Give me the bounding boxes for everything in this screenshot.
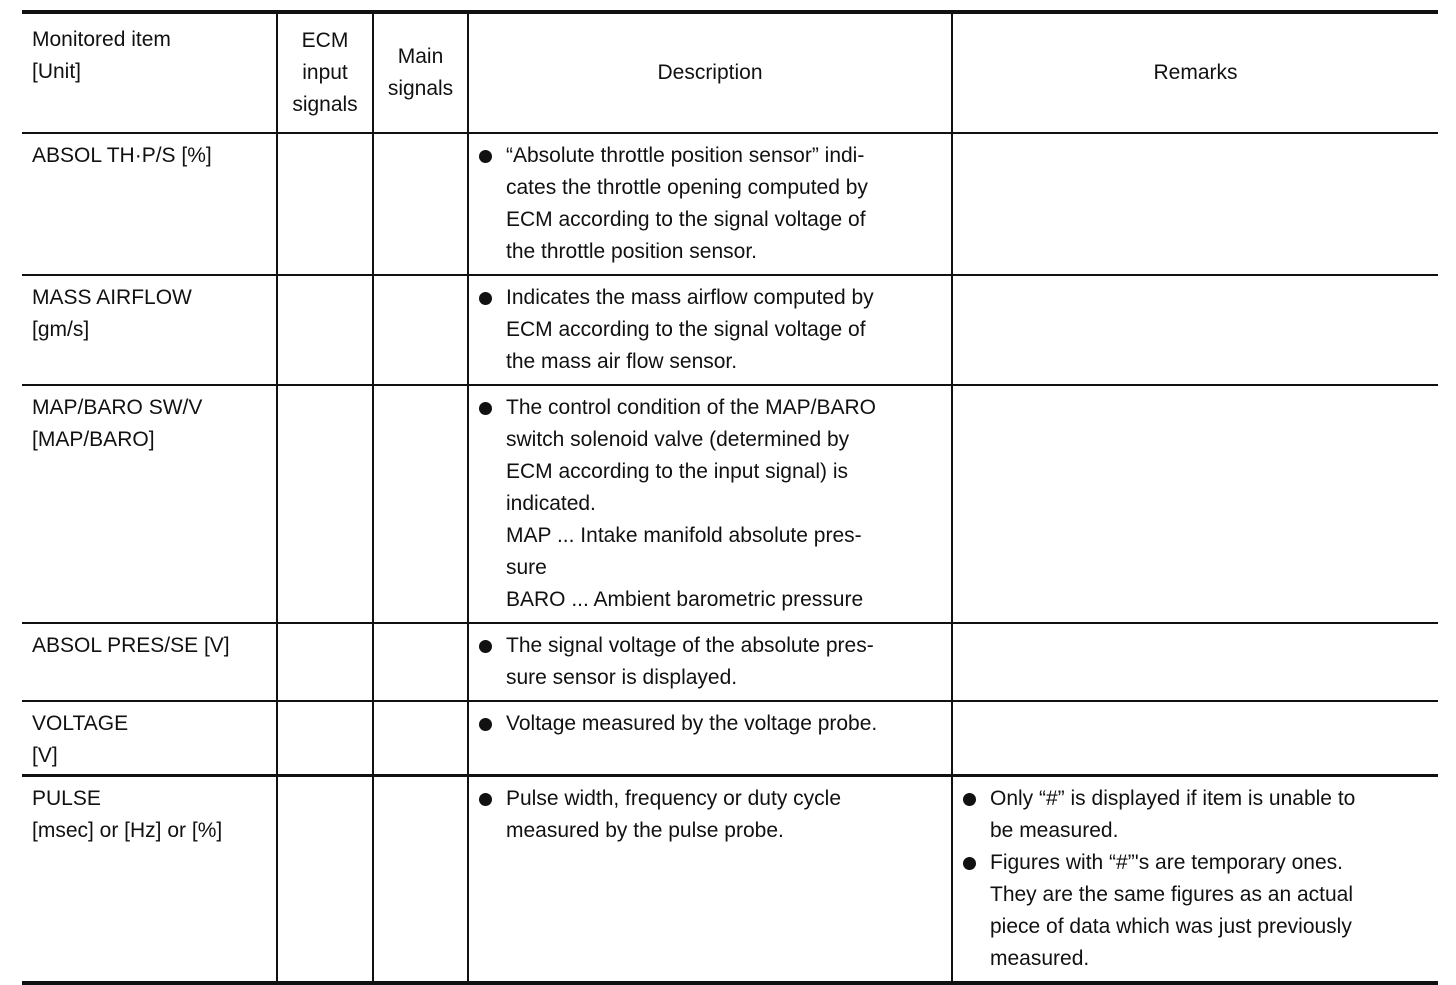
main-signals-cell: [373, 701, 468, 776]
table-row: [22, 776, 1438, 984]
remarks-bullet-item: [961, 783, 1424, 847]
remarks-bullet-item: [961, 847, 1424, 975]
ecm-input-signals-cell: [277, 623, 373, 701]
header-main-signals: Main signals: [373, 12, 468, 133]
main-signals-cell: [373, 776, 468, 984]
ecm-input-signals-cell: [277, 385, 373, 623]
table-row: [22, 623, 1438, 701]
description-bullet-item: [477, 630, 937, 694]
remarks-cell: [952, 701, 1438, 776]
description-bullet-list: [477, 783, 937, 847]
description-cell: [468, 701, 952, 776]
description-bullet-list: [477, 282, 937, 378]
description-text: Pulse width, frequency or duty cycle measured by the pulse probe.: [506, 787, 841, 842]
table-row: [22, 133, 1438, 275]
monitored-item-cell: MASS AIRFLOW [gm/s]: [22, 275, 277, 385]
description-cell: [468, 776, 952, 984]
description-bullet-list: [477, 630, 937, 694]
header-row: [22, 12, 1438, 133]
table-row: [22, 385, 1438, 623]
main-signals-cell: [373, 133, 468, 275]
remarks-text: Only “#” is displayed if item is unable to be measured.: [990, 787, 1356, 842]
description-bullet-item: [477, 392, 937, 616]
bullet-dot-icon: [479, 793, 492, 806]
description-bullet-item: [477, 708, 937, 740]
header-remarks: Remarks: [952, 12, 1438, 133]
remarks-cell: [952, 385, 1438, 623]
ecm-input-signals-cell: [277, 701, 373, 776]
description-bullet-list: [477, 708, 937, 740]
description-text: The signal voltage of the absolute pres- sure sensor is displayed.: [506, 634, 874, 689]
description-text: The control condition of the MAP/BARO switch solenoid valve (determined by ECM according to the input signal) is indicated. MAP ... Intake manifold absolute pres- sure BARO ... Ambient barometric pressure: [506, 396, 877, 611]
header-ecm-input-signals: ECM input signals: [277, 12, 373, 133]
description-cell: [468, 385, 952, 623]
description-bullet-list: [477, 392, 937, 616]
bullet-dot-icon: [963, 793, 976, 806]
description-text: Indicates the mass airflow computed by ECM according to the signal voltage of the mass air flow sensor.: [506, 286, 874, 373]
remarks-cell: [952, 275, 1438, 385]
monitored-item-cell: VOLTAGE [V]: [22, 701, 277, 776]
monitor-item-table: [22, 10, 1438, 985]
description-bullet-item: [477, 282, 937, 378]
bullet-dot-icon: [963, 857, 976, 870]
description-text: “Absolute throttle position sensor” indi- cates the throttle opening computed by ECM according to the signal voltage of the throttle position sensor.: [506, 144, 868, 263]
description-text: Voltage measured by the voltage probe.: [506, 712, 878, 735]
description-bullet-list: [477, 140, 937, 268]
description-cell: [468, 623, 952, 701]
monitored-item-cell: ABSOL TH·P/S [%]: [22, 133, 277, 275]
description-cell: [468, 275, 952, 385]
header-description: Description: [468, 12, 952, 133]
bullet-dot-icon: [479, 292, 492, 305]
bullet-dot-icon: [479, 640, 492, 653]
monitored-item-cell: PULSE [msec] or [Hz] or [%]: [22, 776, 277, 984]
table-body: [22, 133, 1438, 983]
description-bullet-item: [477, 783, 937, 847]
ecm-input-signals-cell: [277, 133, 373, 275]
bullet-dot-icon: [479, 402, 492, 415]
ecm-input-signals-cell: [277, 275, 373, 385]
monitored-item-cell: ABSOL PRES/SE [V]: [22, 623, 277, 701]
remarks-text: Figures with “#”'s are temporary ones. They are the same figures as an actual piece of data which was just previously measured.: [990, 851, 1354, 970]
remarks-cell: [952, 776, 1438, 984]
description-cell: [468, 133, 952, 275]
description-bullet-item: [477, 140, 937, 268]
main-signals-cell: [373, 275, 468, 385]
bullet-dot-icon: [479, 718, 492, 731]
ecm-input-signals-cell: [277, 776, 373, 984]
remarks-bullet-list: [961, 783, 1424, 975]
monitored-item-cell: MAP/BARO SW/V [MAP/BARO]: [22, 385, 277, 623]
table-row: [22, 701, 1438, 776]
monitor-item-sheet: [22, 10, 1438, 985]
bullet-dot-icon: [479, 150, 492, 163]
header-monitored-item: Monitored item [Unit]: [22, 12, 277, 133]
remarks-cell: [952, 623, 1438, 701]
main-signals-cell: [373, 623, 468, 701]
remarks-cell: [952, 133, 1438, 275]
table-row: [22, 275, 1438, 385]
main-signals-cell: [373, 385, 468, 623]
